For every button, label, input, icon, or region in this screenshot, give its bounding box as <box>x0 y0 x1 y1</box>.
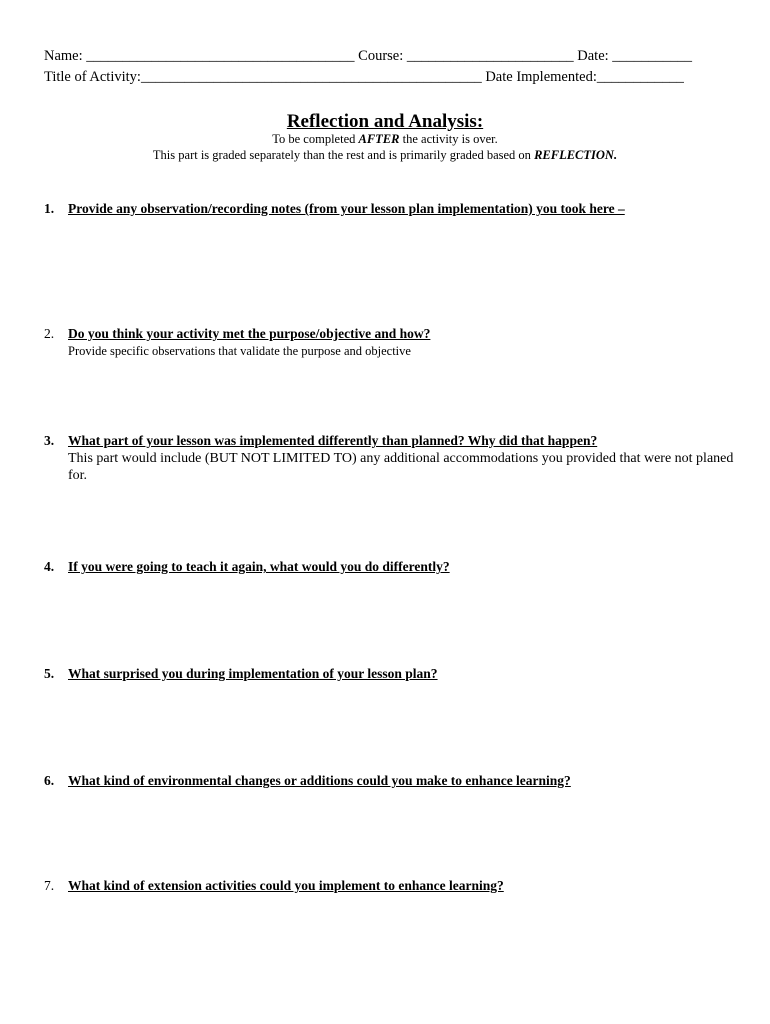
question-5 <box>44 666 734 682</box>
question-number: 6. <box>44 773 55 788</box>
question-number: 4. <box>44 559 55 574</box>
question-7 <box>44 878 734 894</box>
completion-instruction: To be completed AFTER the activity is over. <box>272 132 498 146</box>
grading-instruction: This part is graded separately than the rest and is primarily graded based on REFLECTION. <box>152 148 618 162</box>
question-2 <box>44 326 734 360</box>
question-number: 1. <box>44 201 55 216</box>
page-title: Reflection and Analysis: <box>286 111 484 132</box>
question-text: What kind of extension activities could you implement to enhance learning? <box>68 878 504 893</box>
question-4 <box>44 559 734 575</box>
question-text: What surprised you during implementation of your lesson plan? <box>68 666 438 681</box>
question-6 <box>44 773 734 789</box>
name-course-date-line: Name: _____________________________________ Course: _______________________ Date: ___________ <box>44 48 693 64</box>
question-number: 7. <box>44 878 55 893</box>
activity-title-date-implemented-line: Title of Activity:_______________________________________________ Date Implemented:____________ <box>44 69 684 85</box>
question-note: This part would include (BUT NOT LIMITED TO) any additional accommodations you provided that were not planed for. <box>68 451 734 483</box>
question-text: Do you think your activity met the purpose/objective and how? <box>68 326 431 341</box>
question-text: Provide any observation/recording notes (from your lesson plan implementation) you took here – <box>68 201 625 216</box>
question-number: 5. <box>44 666 55 681</box>
question-note: Provide specific observations that validate the purpose and objective <box>68 344 411 358</box>
question-number: 2. <box>44 326 55 341</box>
question-text: What part of your lesson was implemented differently than planned? Why did that happen? <box>68 433 598 448</box>
question-1 <box>44 201 734 217</box>
question-3 <box>44 433 734 484</box>
question-number: 3. <box>44 433 55 448</box>
question-text: What kind of environmental changes or additions could you make to enhance learning? <box>68 773 571 788</box>
question-text: If you were going to teach it again, what would you do differently? <box>68 559 450 574</box>
